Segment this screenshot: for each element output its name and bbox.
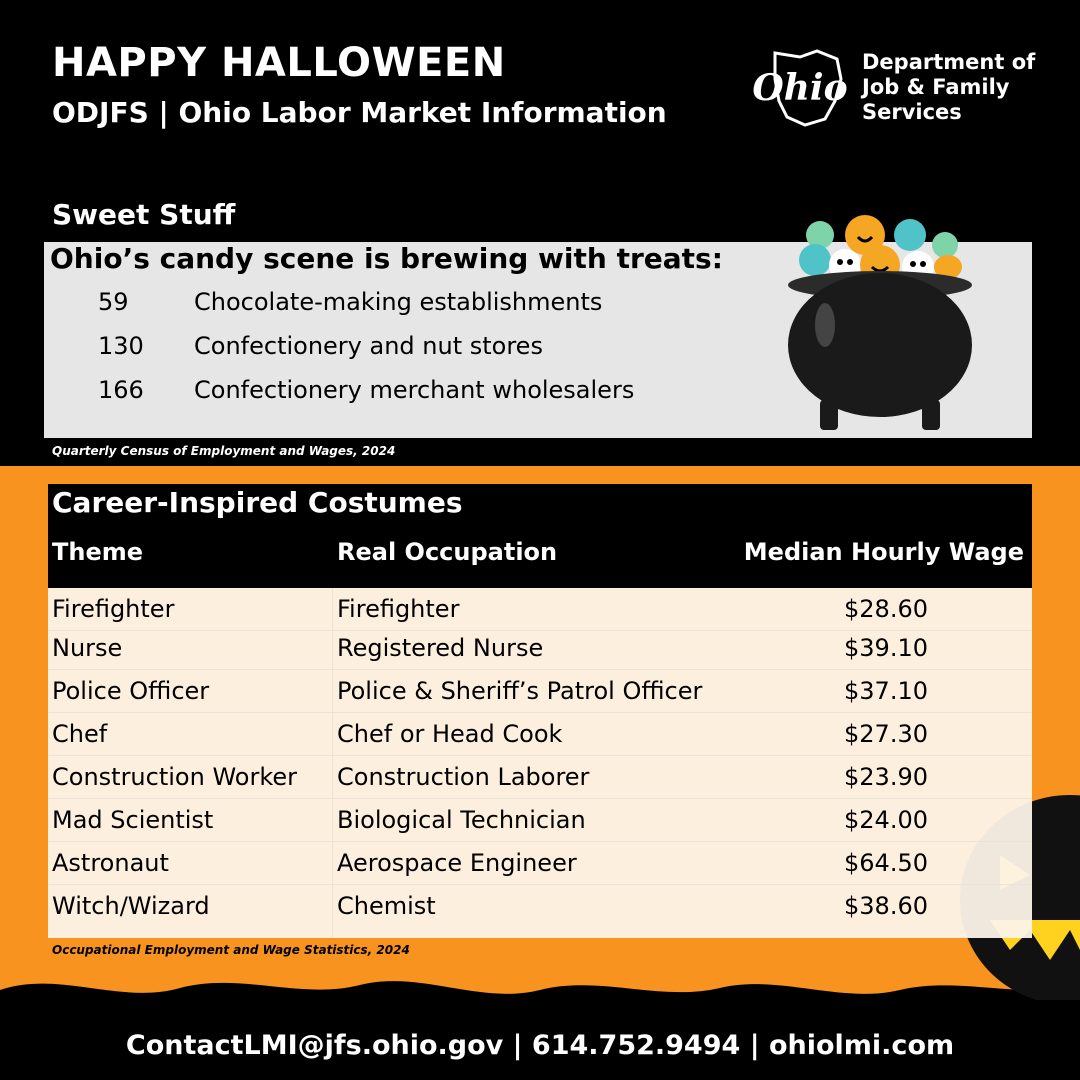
department-name [862, 50, 1035, 125]
table-row [48, 842, 1032, 885]
wage-source-note: Occupational Employment and Wage Statistics, 2024 [52, 943, 410, 957]
theme-cell: Chef [52, 720, 108, 748]
wage-cell: $24.00 [844, 806, 928, 834]
candy-label: Chocolate-making establishments [194, 288, 603, 316]
table-row [48, 588, 1032, 631]
department-line: Services [862, 100, 962, 124]
cauldron-icon [780, 205, 980, 435]
theme-cell: Construction Worker [52, 763, 297, 791]
ohio-logo-icon [745, 45, 855, 130]
candy-count: 130 [98, 332, 144, 360]
occupation-cell: Police & Sheriff’s Patrol Officer [337, 677, 703, 705]
theme-cell: Astronaut [52, 849, 169, 877]
table-row [48, 627, 1032, 670]
table-body [48, 588, 1032, 938]
column-header-theme: Theme [52, 538, 144, 566]
candy-count: 166 [98, 376, 144, 404]
column-header-occupation: Real Occupation [337, 538, 558, 566]
theme-cell: Witch/Wizard [52, 892, 210, 920]
department-line: Job & Family [862, 75, 1010, 99]
occupation-cell: Biological Technician [337, 806, 586, 834]
theme-cell: Nurse [52, 634, 123, 662]
table-row [48, 799, 1032, 842]
occupation-cell: Chef or Head Cook [337, 720, 563, 748]
candy-label: Confectionery and nut stores [194, 332, 543, 360]
page-title: HAPPY HALLOWEEN [52, 40, 506, 86]
wage-cell: $23.90 [844, 763, 928, 791]
table-header [48, 484, 1032, 588]
wage-cell: $39.10 [844, 634, 928, 662]
table-row [48, 713, 1032, 756]
page-subtitle: ODJFS | Ohio Labor Market Information [52, 96, 667, 129]
occupation-cell: Construction Laborer [337, 763, 590, 791]
table-title: Career-Inspired Costumes [52, 486, 463, 519]
table-row [48, 756, 1032, 799]
wage-cell: $38.60 [844, 892, 928, 920]
wage-cell: $27.30 [844, 720, 928, 748]
candy-label: Confectionery merchant wholesalers [194, 376, 635, 404]
column-header-wage: Median Hourly Wage [743, 538, 1024, 566]
occupation-cell: Firefighter [337, 595, 460, 623]
svg-text:Ohio: Ohio [752, 67, 848, 109]
occupation-cell: Aerospace Engineer [337, 849, 577, 877]
wage-cell: $37.10 [844, 677, 928, 705]
table-row [48, 670, 1032, 713]
costume-table [48, 484, 1032, 938]
theme-cell: Police Officer [52, 677, 210, 705]
theme-cell: Firefighter [52, 595, 175, 623]
contact-info: ContactLMI@jfs.ohio.gov | 614.752.9494 | ohiolmi.com [125, 1030, 955, 1061]
wage-cell: $28.60 [844, 595, 928, 623]
occupation-cell: Chemist [337, 892, 436, 920]
theme-cell: Mad Scientist [52, 806, 214, 834]
candy-intro: Ohio’s candy scene is brewing with treats: [50, 242, 723, 275]
table-row [48, 885, 1032, 928]
occupation-cell: Registered Nurse [337, 634, 544, 662]
candy-count: 59 [98, 288, 129, 316]
department-line: Department of [862, 50, 1036, 74]
wage-cell: $64.50 [844, 849, 928, 877]
sweet-stuff-heading: Sweet Stuff [52, 198, 236, 231]
candy-source-note: Quarterly Census of Employment and Wages, 2024 [52, 444, 396, 458]
